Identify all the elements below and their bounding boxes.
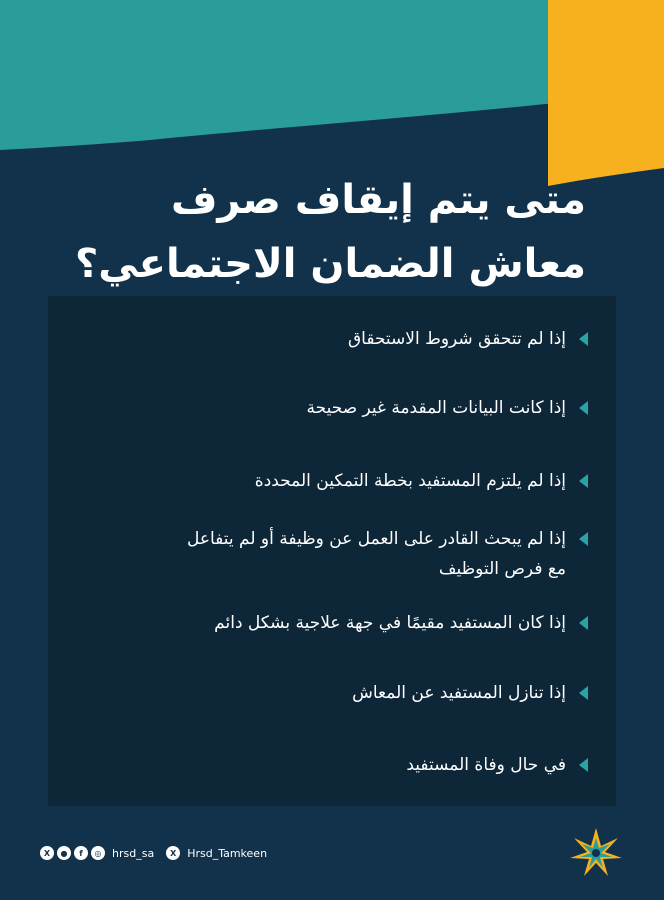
list-item: إذا لم يلتزم المستفيد بخطة التمكين المحددة (96, 466, 566, 496)
snapchat-icon[interactable]: ● (57, 846, 71, 860)
bullet-arrow-icon (579, 686, 588, 700)
bullet-arrow-icon (579, 758, 588, 772)
bullet-arrow-icon (579, 616, 588, 630)
instagram-icon[interactable]: ◎ (91, 846, 105, 860)
title-line-2: معاش الضمان الاجتماعي؟ (74, 241, 586, 287)
list-item: إذا كان المستفيد مقيمًا في جهة علاجية بشكل دائم (96, 608, 566, 638)
x-icon[interactable]: X (166, 846, 180, 860)
list-item: إذا لم تتحقق شروط الاستحقاق (96, 324, 566, 354)
list-item: إذا كانت البيانات المقدمة غير صحيحة (96, 393, 566, 423)
bullet-arrow-icon (579, 332, 588, 346)
list-item: إذا لم يبحث القادر على العمل عن وظيفة أو لم يتفاعل مع فرص التوظيف (96, 524, 566, 584)
bullet-arrow-icon (579, 401, 588, 415)
list-item: إذا تنازل المستفيد عن المعاش (96, 678, 566, 708)
bullet-arrow-icon (579, 474, 588, 488)
conditions-panel (48, 296, 616, 806)
page-title (46, 168, 586, 296)
hrsd-logo-icon (568, 826, 624, 878)
yellow-block (548, 0, 664, 186)
facebook-icon[interactable]: f (74, 846, 88, 860)
bullet-arrow-icon (579, 532, 588, 546)
x-icon[interactable]: X (40, 846, 54, 860)
title-line-1: متى يتم إيقاف صرف (170, 177, 586, 223)
handle-hrsd[interactable]: hrsd_sa (112, 846, 155, 860)
social-footer (40, 844, 279, 862)
handle-tamkeen[interactable]: Hrsd_Tamkeen (187, 846, 268, 860)
list-item: في حال وفاة المستفيد (96, 750, 566, 780)
